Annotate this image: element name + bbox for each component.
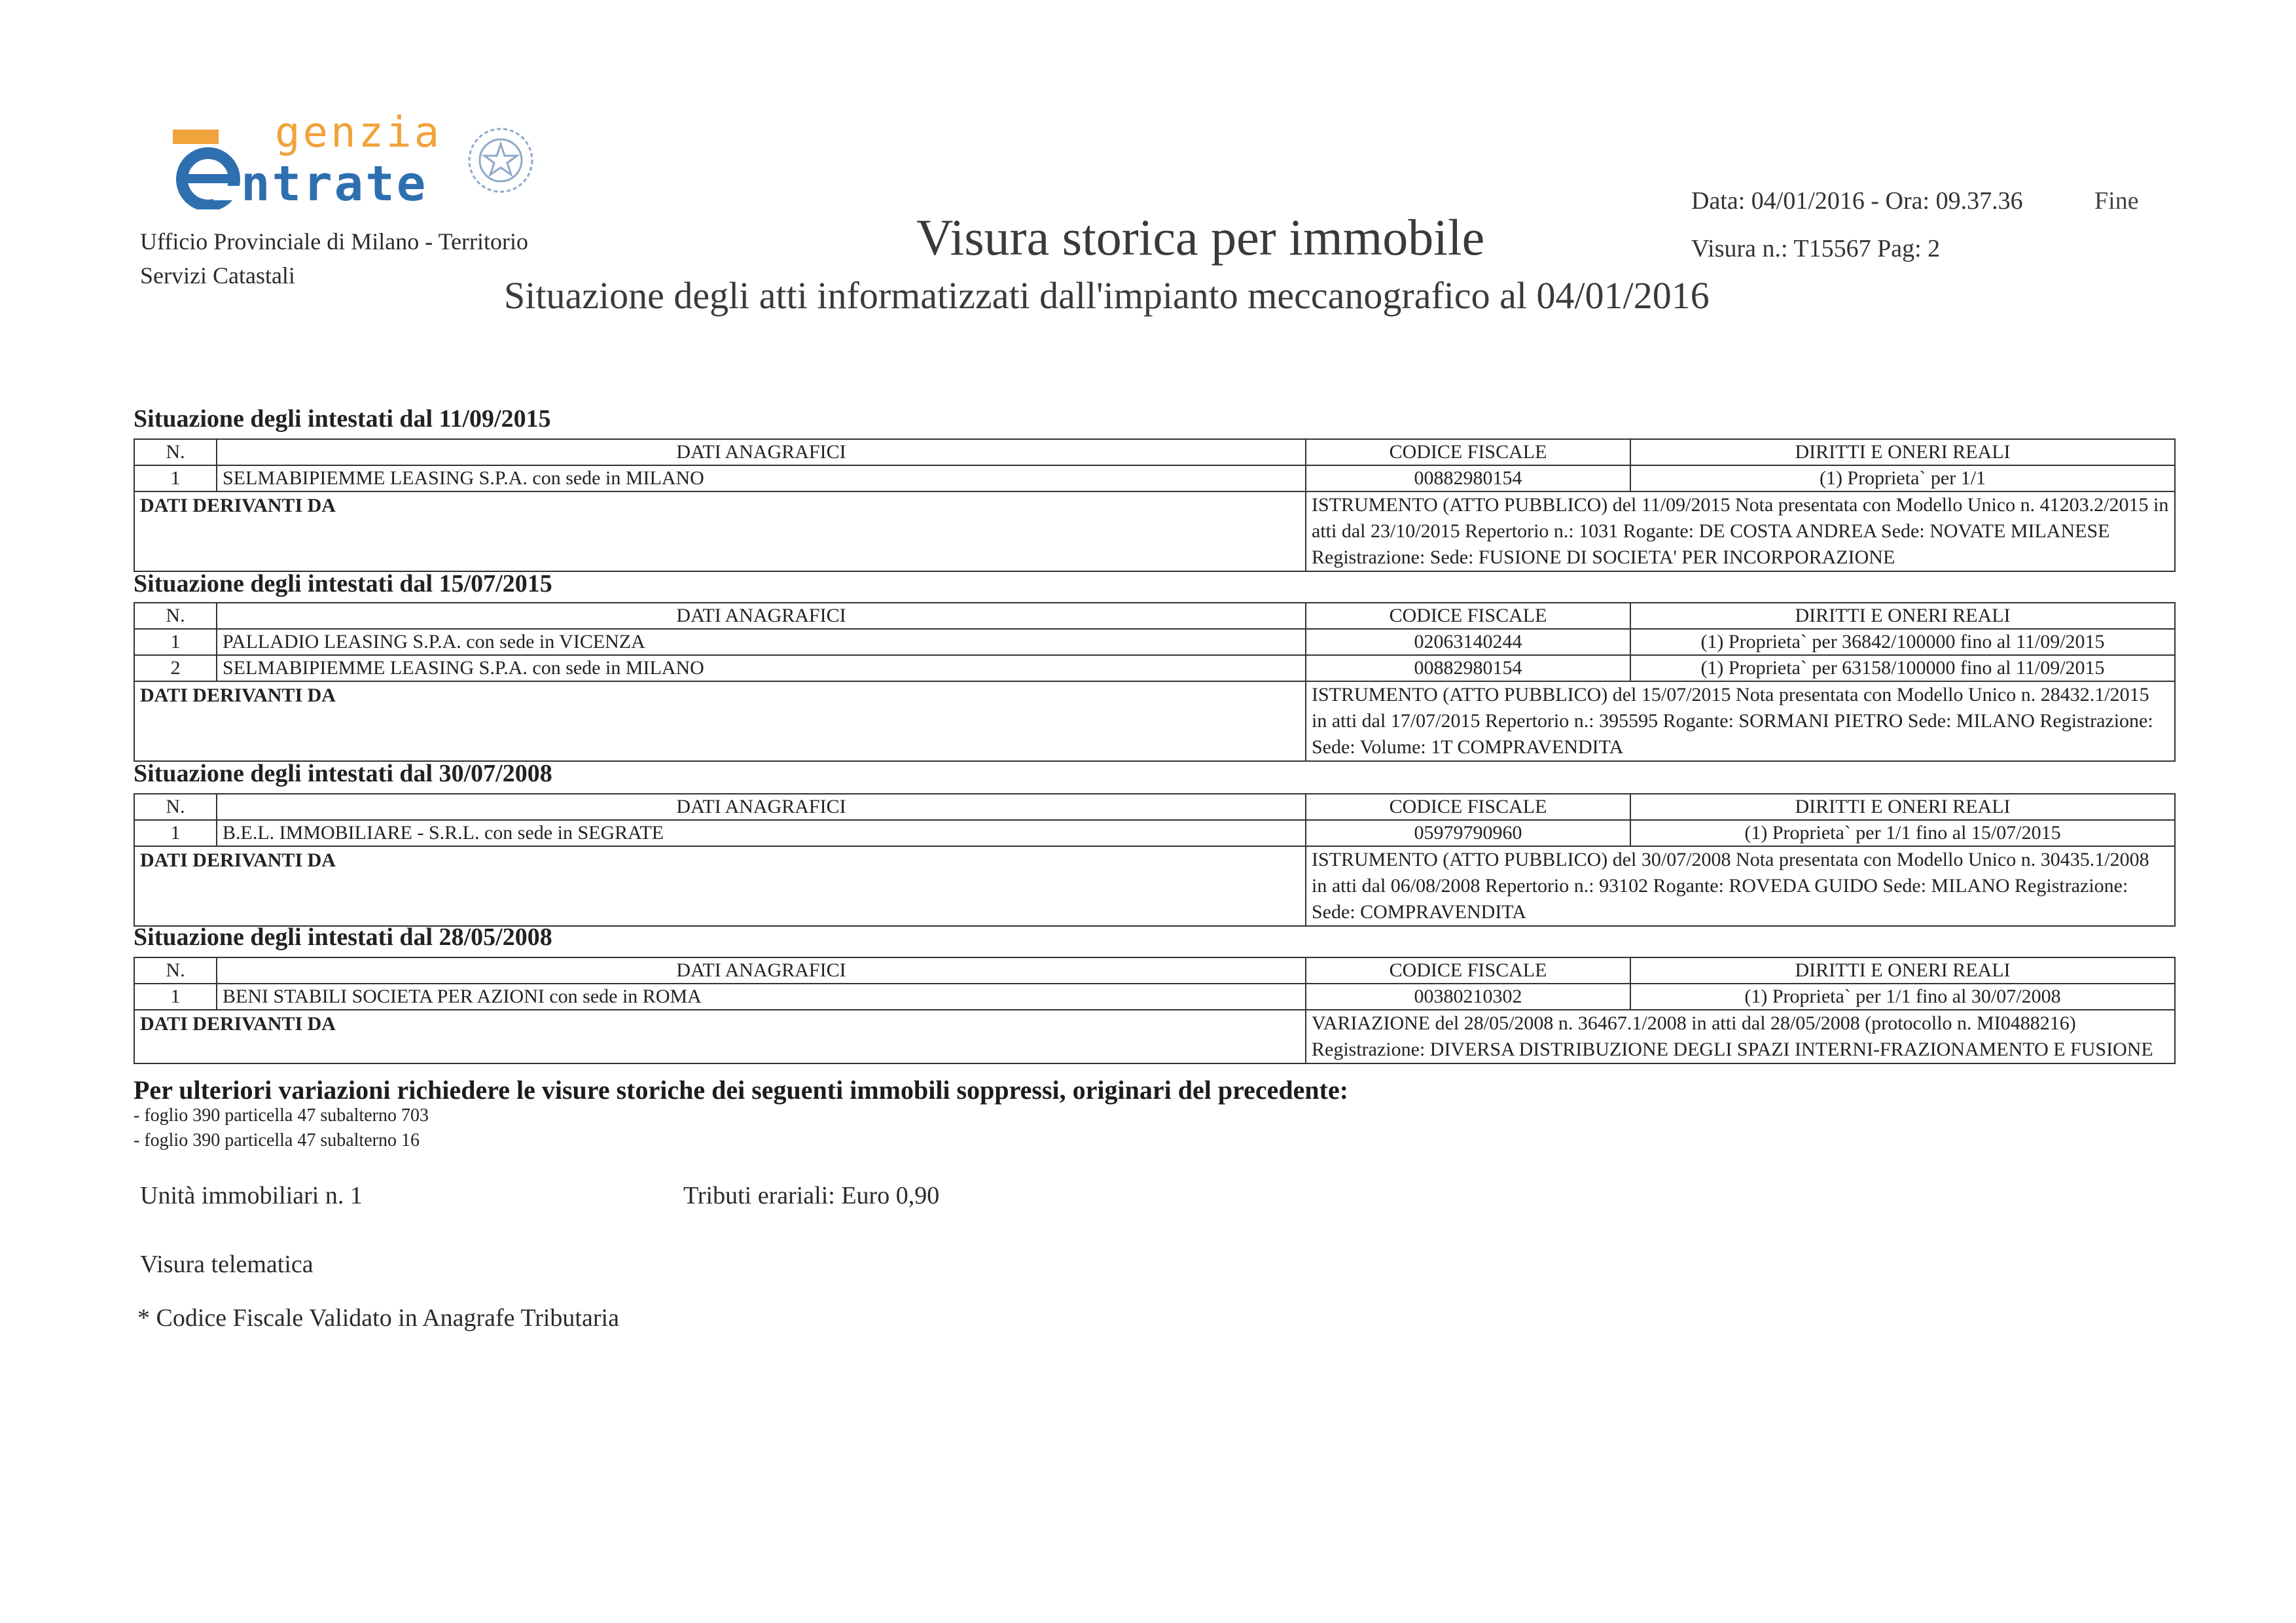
page-subtitle: Situazione degli atti informatizzati dall'impianto meccanografico al 04/01/2016 — [504, 274, 1710, 317]
date-time: Data: 04/01/2016 - Ora: 09.37.36 — [1691, 187, 2023, 215]
section-title: Situazione degli intestati dal 11/09/2015 — [134, 405, 551, 433]
derivanti-label: DATI DERIVANTI DA — [134, 1010, 1306, 1063]
derivanti-text: VARIAZIONE del 28/05/2008 n. 36467.1/2008 in atti dal 28/05/2008 (protocollo n. MI0488216) Registrazione: DIVERSA DISTRIBUZIONE DEGLI SPAZI INTERNI-FRAZIONAMENTO E FUSIONE — [1306, 1010, 2175, 1063]
col-header-dati: DATI ANAGRAFICI — [217, 957, 1306, 984]
section-title: Situazione degli intestati dal 30/07/2008 — [134, 760, 552, 787]
col-header-diritti: DIRITTI E ONERI REALI — [1630, 439, 2175, 465]
unita-immobiliari: Unità immobiliari n. 1 — [140, 1182, 363, 1209]
row-cf: 00882980154 — [1306, 465, 1630, 491]
row-diritti: (1) Proprieta` per 63158/100000 fino al 11/09/2015 — [1630, 655, 2175, 681]
derivanti-row — [134, 1010, 2175, 1063]
office-block — [140, 224, 528, 293]
row-cf: 05979790960 — [1306, 820, 1630, 846]
row-cf: 00882980154 — [1306, 655, 1630, 681]
col-header-diritti: DIRITTI E ONERI REALI — [1630, 957, 2175, 984]
row-diritti: (1) Proprieta` per 1/1 fino al 30/07/2008 — [1630, 984, 2175, 1010]
logo-e-icon — [170, 126, 243, 209]
table-header-row — [134, 957, 2175, 984]
visura-telematica: Visura telematica — [140, 1251, 314, 1278]
row-cf: 00380210302 — [1306, 984, 1630, 1010]
col-header-dati: DATI ANAGRAFICI — [217, 794, 1306, 820]
derivanti-text: ISTRUMENTO (ATTO PUBBLICO) del 15/07/2015 Nota presentata con Modello Unico n. 28432.1/2015 in atti dal 17/07/2015 Repertorio n.: 395595 Rogante: SORMANI PIETRO Sede: MILANO Registrazione: Sede: Volume: 1T COMPRAVENDITA — [1306, 681, 2175, 761]
table-header-row — [134, 794, 2175, 820]
tributi-erariali: Tributi erariali: Euro 0,90 — [683, 1182, 940, 1209]
derivanti-text: ISTRUMENTO (ATTO PUBBLICO) del 30/07/2008 Nota presentata con Modello Unico n. 30435.1/2008 in atti dal 06/08/2008 Repertorio n.: 93102 Rogante: ROVEDA GUIDO Sede: MILANO Registrazione: Sede: COMPRAVENDITA — [1306, 846, 2175, 926]
col-header-diritti: DIRITTI E ONERI REALI — [1630, 603, 2175, 629]
table-row — [134, 655, 2175, 681]
logo-text-ntrate: ntrate — [241, 156, 428, 212]
fine-label: Fine — [2094, 187, 2139, 215]
col-header-cf: CODICE FISCALE — [1306, 794, 1630, 820]
section-title: Situazione degli intestati dal 15/07/2015 — [134, 570, 552, 597]
table-header-row — [134, 439, 2175, 465]
row-n: 1 — [134, 820, 217, 846]
office-service: Servizi Catastali — [140, 262, 295, 289]
ulteriori-variazioni-note: Per ulteriori variazioni richiedere le visure storiche dei seguenti immobili soppressi, originari del precedente: — [134, 1075, 1349, 1105]
row-n: 1 — [134, 465, 217, 491]
col-header-dati: DATI ANAGRAFICI — [217, 603, 1306, 629]
soppressi-list — [134, 1103, 429, 1153]
page-title: Visura storica per immobile — [916, 209, 1485, 266]
section-title: Situazione degli intestati dal 28/05/2008 — [134, 923, 552, 951]
office-name: Ufficio Provinciale di Milano - Territorio — [140, 228, 529, 255]
list-item: - foglio 390 particella 47 subalterno 16 — [134, 1130, 420, 1150]
agenzia-entrate-logo — [151, 109, 543, 236]
table-row — [134, 629, 2175, 655]
row-n: 1 — [134, 984, 217, 1010]
col-header-cf: CODICE FISCALE — [1306, 603, 1630, 629]
list-item: - foglio 390 particella 47 subalterno 703 — [134, 1105, 429, 1126]
row-n: 2 — [134, 655, 217, 681]
col-header-n: N. — [134, 603, 217, 629]
table-row — [134, 984, 2175, 1010]
derivanti-row — [134, 681, 2175, 761]
row-dati: SELMABIPIEMME LEASING S.P.A. con sede in MILANO — [217, 465, 1306, 491]
row-diritti: (1) Proprieta` per 1/1 fino al 15/07/2015 — [1630, 820, 2175, 846]
intestati-table — [134, 957, 2176, 1064]
col-header-n: N. — [134, 957, 217, 984]
col-header-dati: DATI ANAGRAFICI — [217, 439, 1306, 465]
row-dati: B.E.L. IMMOBILIARE - S.R.L. con sede in SEGRATE — [217, 820, 1306, 846]
intestati-table — [134, 793, 2176, 927]
derivanti-text: ISTRUMENTO (ATTO PUBBLICO) del 11/09/2015 Nota presentata con Modello Unico n. 41203.2/2015 in atti dal 23/10/2015 Repertorio n.: 1031 Rogante: DE COSTA ANDREA Sede: NOVATE MILANESE Registrazione: Sede: FUSIONE DI SOCIETA' PER INCORPORAZIONE — [1306, 491, 2175, 571]
row-dati: PALLADIO LEASING S.P.A. con sede in VICENZA — [217, 629, 1306, 655]
codice-fiscale-note: * Codice Fiscale Validato in Anagrafe Tributaria — [137, 1304, 619, 1332]
table-row — [134, 465, 2175, 491]
row-cf: 02063140244 — [1306, 629, 1630, 655]
table-row — [134, 820, 2175, 846]
derivanti-label: DATI DERIVANTI DA — [134, 491, 1306, 571]
row-diritti: (1) Proprieta` per 1/1 — [1630, 465, 2175, 491]
col-header-diritti: DIRITTI E ONERI REALI — [1630, 794, 2175, 820]
derivanti-row — [134, 491, 2175, 571]
derivanti-label: DATI DERIVANTI DA — [134, 681, 1306, 761]
intestati-table — [134, 438, 2176, 572]
derivanti-row — [134, 846, 2175, 926]
row-diritti: (1) Proprieta` per 36842/100000 fino al 11/09/2015 — [1630, 629, 2175, 655]
logo-text-genzia: genzia — [275, 109, 442, 157]
row-n: 1 — [134, 629, 217, 655]
table-header-row — [134, 603, 2175, 629]
intestati-table — [134, 602, 2176, 762]
col-header-cf: CODICE FISCALE — [1306, 957, 1630, 984]
derivanti-label: DATI DERIVANTI DA — [134, 846, 1306, 926]
republic-emblem-icon — [465, 124, 537, 196]
visura-number: Visura n.: T15567 Pag: 2 — [1691, 235, 1941, 262]
col-header-cf: CODICE FISCALE — [1306, 439, 1630, 465]
col-header-n: N. — [134, 794, 217, 820]
col-header-n: N. — [134, 439, 217, 465]
row-dati: BENI STABILI SOCIETA PER AZIONI con sede in ROMA — [217, 984, 1306, 1010]
row-dati: SELMABIPIEMME LEASING S.P.A. con sede in MILANO — [217, 655, 1306, 681]
